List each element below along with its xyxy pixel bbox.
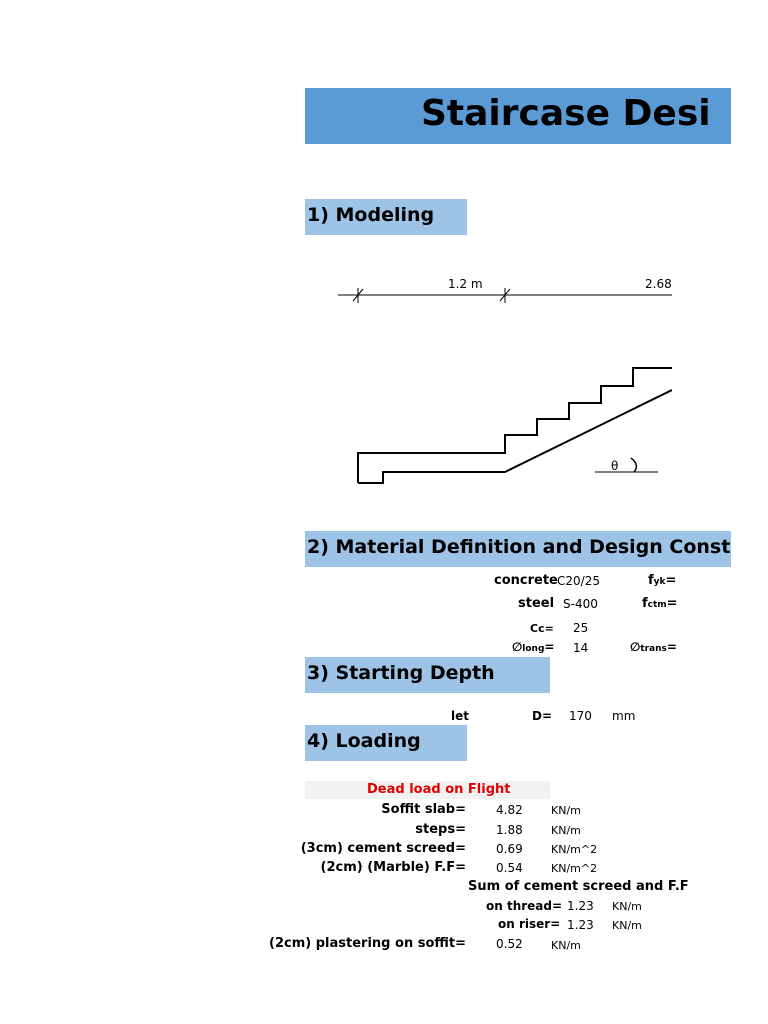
plastering-value: 0.52 [496,937,523,951]
dimension-landing-label: 1.2 m [448,277,483,291]
concrete-value: C20/25 [557,574,600,588]
cc-label: Cc= [530,622,554,635]
page-title: Staircase Desi [421,93,711,134]
steel-label: steel [518,596,555,611]
on-thread-value: 1.23 [567,899,594,913]
section-material-clip [305,531,672,567]
trans-bar-label: ∅trans= [630,640,677,654]
title-banner [305,88,731,144]
on-thread-label: on thread= [486,899,563,913]
steps-value: 1.88 [496,823,523,837]
dimension-flight-label: 2.68 [645,277,672,291]
concrete-label: concrete [494,573,558,588]
cement-screed-value: 0.69 [496,842,523,856]
section-material-title: 2) Material Definition and Design Const [307,536,731,558]
on-thread-unit: KN/m [612,900,642,913]
landing-slab-outline [358,390,672,483]
cement-screed-unit: KN/m^2 [551,843,598,856]
angle-symbol: θ [611,459,619,473]
section-loading-title: 4) Loading [307,730,421,752]
marble-ff-value: 0.54 [496,861,523,875]
soffit-slab-value: 4.82 [496,803,523,817]
marble-ff-label: (2cm) (Marble) F.F= [320,860,466,875]
long-bar-label: ∅long= [512,640,555,654]
fyk-label: fyk= [648,573,677,588]
stair-profile [358,368,672,483]
section-modeling [305,199,467,235]
on-riser-label: on riser= [498,917,561,931]
depth-unit: mm [612,709,636,723]
cc-value: 25 [573,621,589,635]
plastering-label: (2cm) plastering on soffit= [269,936,466,951]
marble-ff-unit: KN/m^2 [551,862,598,875]
section-modeling-title: 1) Modeling [307,204,435,226]
steps-unit: KN/m [551,824,581,837]
dead-load-title: Dead load on Flight [367,782,511,797]
soffit-slab-label: Soffit slab= [381,802,466,817]
cement-screed-label: (3cm) cement screed= [300,841,466,856]
plastering-unit: KN/m [551,939,581,952]
staircase-drawing [330,268,672,493]
steel-value: S-400 [563,597,598,611]
depth-let: let [451,709,469,723]
depth-label: D= [532,709,553,723]
on-riser-unit: KN/m [612,919,642,932]
long-bar-value: 14 [573,641,589,655]
angle-arc [631,458,636,472]
on-riser-value: 1.23 [567,918,594,932]
depth-value: 170 [569,709,592,723]
section-loading [305,725,467,761]
section-starting-depth [305,657,550,693]
sum-title: Sum of cement screed and F.F [468,879,689,894]
soffit-slab-unit: KN/m [551,804,581,817]
fctm-label: fctm= [642,596,678,611]
steps-label: steps= [415,822,466,837]
section-starting-depth-title: 3) Starting Depth [307,662,495,684]
